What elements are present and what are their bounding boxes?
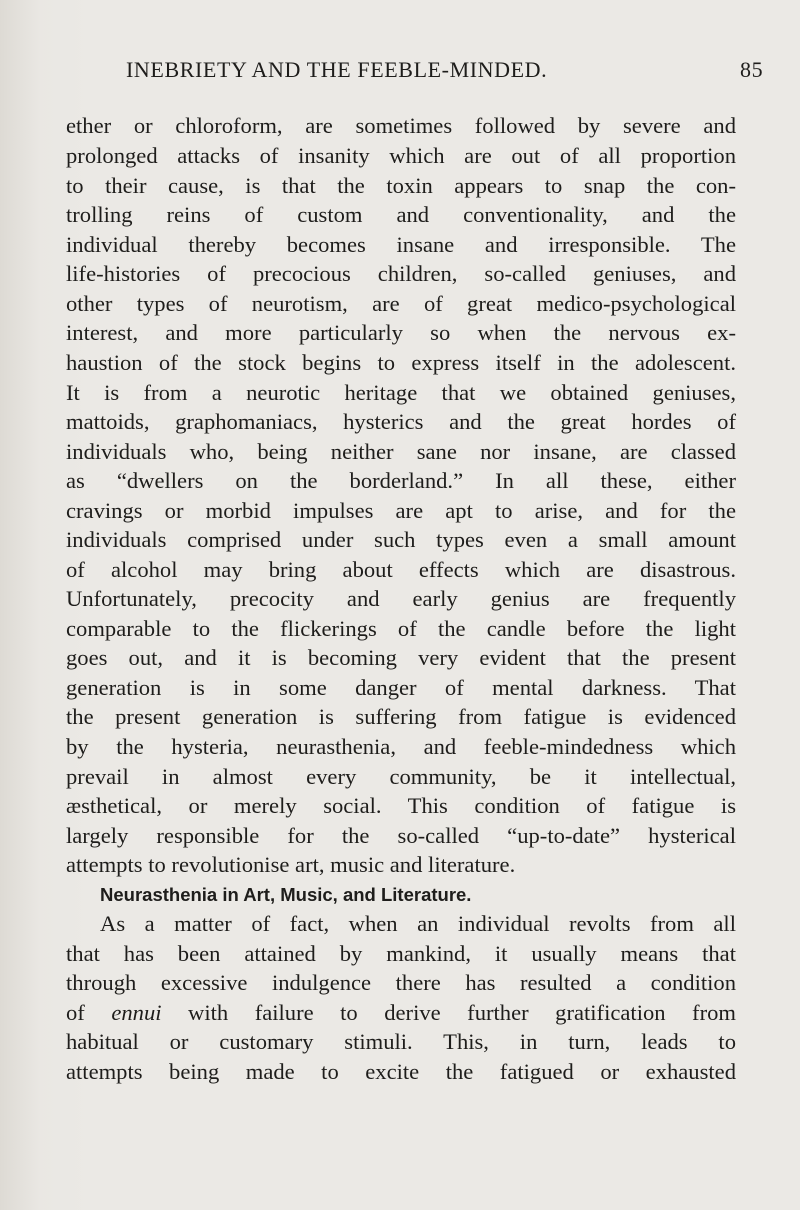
text-line: æsthetical, or merely social. This condition of fatigue is <box>66 793 736 818</box>
running-head <box>0 57 800 87</box>
text-line: that has been attained by mankind, it usually means that <box>66 941 736 966</box>
text-line: largely responsible for the so-called “up-to-date” hysterical <box>66 823 736 848</box>
text-line: life-histories of precocious children, so-called geniuses, and <box>66 261 736 286</box>
text-line: individuals comprised under such types even a small amount <box>66 527 736 552</box>
text-word: of <box>66 1000 85 1025</box>
text-line: to their cause, is that the toxin appears to snap the con- <box>66 173 736 198</box>
italic-word: ennui <box>111 1000 162 1025</box>
running-head-title: INEBRIETY AND THE FEEBLE-MINDED. <box>126 57 548 82</box>
text-line: as “dwellers on the borderland.” In all these, either <box>66 468 736 493</box>
text-line: prolonged attacks of insanity which are out of all proportion <box>66 143 736 168</box>
text-line: mattoids, graphomaniacs, hysterics and the great hordes of <box>66 409 736 434</box>
text-line: haustion of the stock begins to express itself in the adolescent. <box>66 350 736 375</box>
text-line: trolling reins of custom and conventionality, and the <box>66 202 736 227</box>
text-line-with-italic <box>66 998 736 1028</box>
text-line: of alcohol may bring about effects which are disastrous. <box>66 557 736 582</box>
text-line: generation is in some danger of mental darkness. That <box>66 675 736 700</box>
text-line: As a matter of fact, when an individual revolts from all <box>100 911 736 936</box>
text-line: cravings or morbid impulses are apt to arise, and for the <box>66 498 736 523</box>
text-line: attempts being made to excite the fatigued or exhausted <box>66 1059 736 1084</box>
text-line: individuals who, being neither sane nor insane, are classed <box>66 439 736 464</box>
text-line: It is from a neurotic heritage that we obtained geniuses, <box>66 380 736 405</box>
text-line: by the hysteria, neurasthenia, and feeble-mindedness which <box>66 734 736 759</box>
text-line: habitual or customary stimuli. This, in turn, leads to <box>66 1029 736 1054</box>
text-line: through excessive indulgence there has resulted a condition <box>66 970 736 995</box>
text-line: interest, and more particularly so when the nervous ex- <box>66 320 736 345</box>
text-line: comparable to the flickerings of the candle before the light <box>66 616 736 641</box>
section-heading: Neurasthenia in Art, Music, and Literature. <box>100 884 472 905</box>
page-number: 85 <box>740 57 764 82</box>
text-line: goes out, and it is becoming very evident that the present <box>66 645 736 670</box>
text-line: Unfortunately, precocity and early genius are frequently <box>66 586 736 611</box>
text-line: attempts to revolutionise art, music and literature. <box>66 852 516 877</box>
text-line: the present generation is suffering from fatigue is evidenced <box>66 704 736 729</box>
text-line: ether or chloroform, are sometimes followed by severe and <box>66 113 736 138</box>
text-line: individual thereby becomes insane and irresponsible. The <box>66 232 736 257</box>
text-line: other types of neurotism, are of great medico-psychological <box>66 291 736 316</box>
text-fragment: with failure to derive further gratification from <box>188 1000 736 1025</box>
text-line: prevail in almost every community, be it intellectual, <box>66 764 736 789</box>
